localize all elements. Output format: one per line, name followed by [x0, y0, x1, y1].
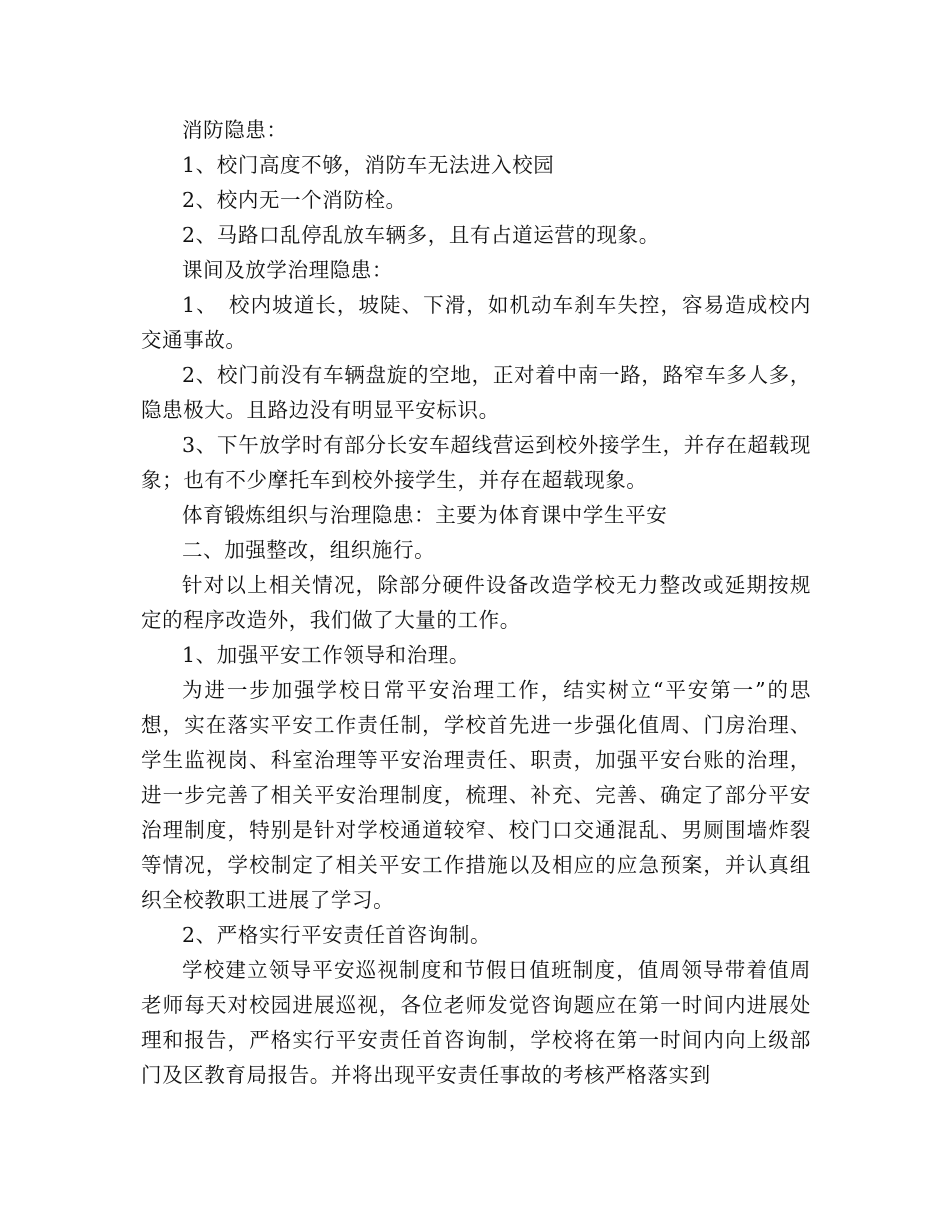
- paragraph: 2、马路口乱停乱放车辆多，且有占道运营的现象。: [182, 223, 660, 247]
- paragraph: 课间及放学治理隐患：: [182, 258, 393, 282]
- paragraph: 二、加强整改，组织施行。: [182, 538, 436, 562]
- paragraph: 体育锻炼组织与治理隐患：主要为体育课中学生平安: [182, 503, 668, 527]
- paragraph: 为进一步加强学校日常平安治理工作，结实树立“平安第一”的思想，实在落实平安工作责任制，学校首先进一步强化值周、门房治理、学生监视岗、科室治理等平安治理责任、职责，加强平安台账的治理，进一步完善了相关平安治理制度，梳理、补充、完善、确定了部分平安治理制度，特别是针对学校通道较窄、校门口交通混乱、男厕围墙炸裂等情况，学校制定了相关平安工作措施以及相应的应急预案，并认真组织全校教职工进展了学习。: [141, 678, 811, 912]
- paragraph: 2、校门前没有车辆盘旋的空地，正对着中南一路，路窄车多人多，隐患极大。且路边没有明显平安标识。: [141, 363, 811, 422]
- paragraph: 2、校内无一个消防栓。: [182, 188, 407, 212]
- paragraph: 3、下午放学时有部分长安车超线营运到校外接学生，并存在超载现象；也有不少摩托车到校外接学生，并存在超载现象。: [141, 433, 811, 492]
- paragraph: 2、严格实行平安责任首咨询制。: [182, 923, 492, 947]
- paragraph: 1、加强平安工作领导和治理。: [182, 643, 470, 667]
- paragraph: 1、校门高度不够，消防车无法进入校园: [182, 153, 555, 177]
- paragraph: 消防隐患：: [182, 118, 288, 142]
- paragraph: 1、 校内坡道长，坡陡、下滑，如机动车刹车失控，容易造成校内交通事故。: [141, 293, 811, 352]
- document-body: [141, 113, 811, 1093]
- paragraph: 针对以上相关情况，除部分硬件设备改造学校无力整改或延期按规定的程序改造外，我们做了大量的工作。: [141, 573, 811, 632]
- paragraph: 学校建立领导平安巡视制度和节假日值班制度，值周领导带着值周老师每天对校园进展巡视，各位老师发觉咨询题应在第一时间内进展处理和报告，严格实行平安责任首咨询制，学校将在第一时间内向上级部门及区教育局报告。并将出现平安责任事故的考核严格落实到: [141, 958, 811, 1087]
